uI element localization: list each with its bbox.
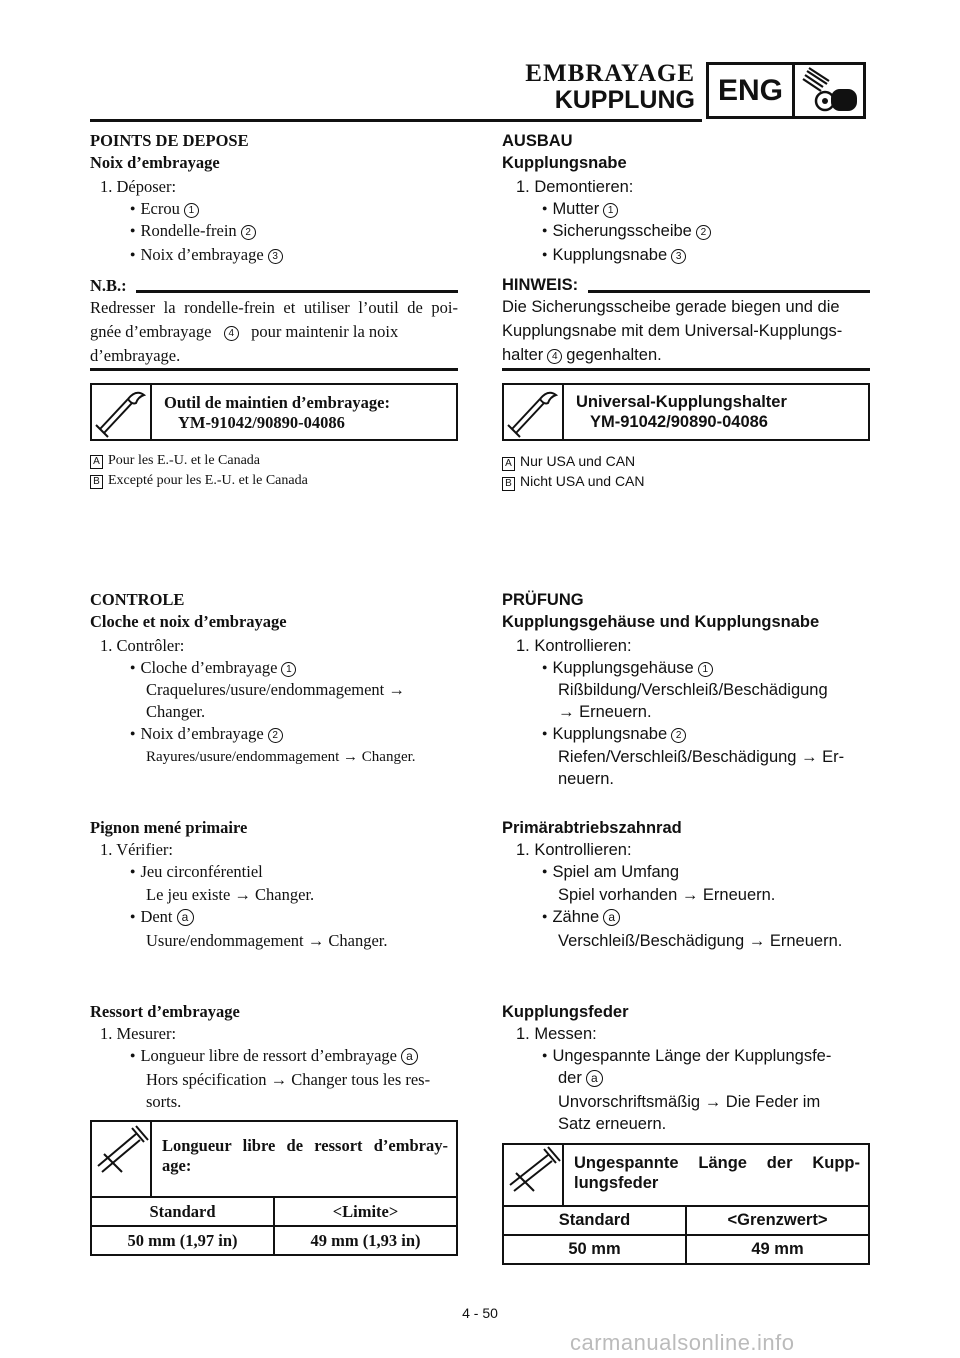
check-detail: Le jeu existe → Changer. [146, 885, 315, 904]
spec-value: 49 mm (1,93 in) [273, 1227, 456, 1254]
step-removal-de: 1. Demontieren: [516, 178, 634, 196]
note-rule [90, 368, 458, 371]
list-item: ● Zähne a [542, 906, 620, 930]
spec-value: 49 mm [685, 1236, 868, 1263]
step-gear-fr: 1. Vérifier: [100, 840, 174, 859]
note-label-de: HINWEIS: [502, 276, 579, 294]
note-rule [502, 368, 870, 371]
tool-number-fr: YM-91042/90890-04086 [178, 413, 345, 432]
spec-header: Standard [149, 1202, 216, 1221]
tool-box-fr [90, 383, 458, 441]
step-spring-fr: 1. Mesurer: [100, 1024, 177, 1043]
note-label-fr: N.B.: [90, 276, 127, 295]
list-item: ● Jeu circonférentiel [130, 861, 263, 885]
list-item: ● Kupplungsnabe 2 [542, 723, 686, 747]
list-item: ● Ecrou 1 [130, 198, 199, 222]
sub-gear-de: Primärabtriebszahnrad [502, 819, 682, 837]
section-badge-label: ENG [709, 65, 795, 116]
spec-table-fr [90, 1120, 458, 1256]
heading-check-fr: CONTROLE [90, 590, 185, 609]
step-check-de: 1. Kontrollieren: [516, 637, 632, 655]
check-detail: der a [558, 1067, 603, 1089]
watermark: carmanualsonline.info [570, 1330, 795, 1355]
sub-removal-de: Kupplungsnabe [502, 154, 627, 172]
check-detail: Changer. [146, 702, 206, 721]
spec-title-fr: Longueur libre de ressort d’embray-age: [162, 1136, 448, 1175]
step-check-fr: 1. Contrôler: [100, 636, 185, 655]
tool-title-de: Universal-Kupplungshalter [576, 393, 787, 411]
heading-removal-fr: POINTS DE DEPOSE [90, 131, 249, 150]
header-rule [90, 119, 702, 122]
spec-value: 50 mm (1,97 in) [127, 1231, 238, 1250]
check-detail: Spiel vorhanden → Erneuern. [558, 886, 776, 904]
spec-title-de: Ungespannte Länge der Kupp-lungsfeder [574, 1154, 860, 1192]
caliper-icon [92, 1122, 152, 1196]
note-line: halter 4 gegenhalten. [502, 346, 662, 364]
check-detail: Unvorschriftsmäßig → Die Feder im [558, 1093, 821, 1111]
check-detail: Satz erneuern. [558, 1115, 667, 1133]
list-item: ● Noix d’embrayage 3 [130, 244, 283, 268]
step-removal-fr: 1. Déposer: [100, 177, 177, 196]
spec-header: <Limite> [273, 1198, 456, 1225]
check-detail: Hors spécification → Changer tous les res- [146, 1070, 431, 1089]
note-rule [588, 290, 870, 293]
list-item: ● Dent a [130, 906, 194, 930]
check-detail: Verschleiß/Beschädigung → Erneuern. [558, 932, 843, 950]
check-detail: Riefen/Verschleiß/Beschädigung → Er- [558, 748, 845, 766]
check-detail: Usure/endommagement → Changer. [146, 931, 388, 950]
engine-parts-icon [795, 65, 863, 116]
tool-box-de [502, 383, 870, 441]
spec-value: 50 mm [568, 1240, 621, 1258]
legend-item: A Nur USA und CAN [502, 452, 635, 471]
list-item: ● Ungespannte Länge der Kupplungsfe- [542, 1045, 831, 1069]
note-line: gnée d’embrayage 4 pour maintenir la noix [90, 322, 399, 341]
list-item: ● Spiel am Umfang [542, 861, 679, 885]
tool-title-fr: Outil de maintien d’embrayage: [164, 393, 390, 412]
list-item: ● Kupplungsgehäuse 1 [542, 657, 713, 681]
sub-check-de: Kupplungsgehäuse und Kupplungsnabe [502, 613, 820, 631]
heading-removal-de: AUSBAU [502, 132, 573, 150]
list-item: ● Cloche d’embrayage 1 [130, 657, 296, 681]
section-badge [706, 62, 866, 119]
check-detail: sorts. [146, 1092, 182, 1111]
caliper-icon [504, 1145, 564, 1205]
page-number: 4 - 50 [462, 1305, 498, 1321]
spec-header: Standard [558, 1211, 631, 1229]
wrench-tool-icon [92, 385, 152, 439]
section-title-fr: EMBRAYAGE [525, 60, 695, 87]
list-item: ● Mutter 1 [542, 198, 618, 222]
list-item: ● Noix d’embrayage 2 [130, 723, 283, 747]
tool-number-de: YM-91042/90890-04086 [590, 413, 768, 431]
spec-table-de [502, 1143, 870, 1265]
sub-spring-fr: Ressort d’embrayage [90, 1002, 240, 1021]
step-gear-de: 1. Kontrollieren: [516, 841, 632, 859]
heading-check-de: PRÜFUNG [502, 591, 584, 609]
sub-gear-fr: Pignon mené primaire [90, 818, 248, 837]
sub-spring-de: Kupplungsfeder [502, 1003, 629, 1021]
check-detail: neuern. [558, 770, 614, 788]
note-line: Kupplungsnabe mit dem Universal-Kupplungs- [502, 322, 843, 340]
legend-item: B Excepté pour les E.-U. et le Canada [90, 472, 308, 490]
spec-header: <Grenzwert> [685, 1207, 868, 1234]
step-spring-de: 1. Messen: [516, 1025, 597, 1043]
section-title-de: KUPPLUNG [554, 86, 695, 114]
sub-check-fr: Cloche et noix d’embrayage [90, 612, 287, 631]
check-detail: Craquelures/usure/endommagement → [146, 680, 405, 699]
note-rule [136, 290, 458, 293]
note-line: Die Sicherungsscheibe gerade biegen und die [502, 298, 840, 316]
note-line: Redresser la rondelle-frein et utiliser l’outil de poi- [90, 298, 458, 317]
list-item: ● Longueur libre de ressort d’embrayage a [130, 1045, 418, 1069]
check-detail: → Erneuern. [558, 703, 652, 721]
check-detail: Rißbildung/Verschleiß/Beschädigung [558, 681, 828, 699]
sub-removal-fr: Noix d’embrayage [90, 153, 220, 172]
legend-item: A Pour les E.-U. et le Canada [90, 452, 260, 470]
check-detail: Rayures/usure/endommagement → Changer. [146, 749, 416, 765]
legend-item: B Nicht USA und CAN [502, 472, 645, 491]
note-line: d’embrayage. [90, 346, 181, 365]
list-item: ● Sicherungsscheibe 2 [542, 220, 711, 244]
list-item: ● Rondelle-frein 2 [130, 220, 256, 244]
list-item: ● Kupplungsnabe 3 [542, 244, 686, 268]
wrench-tool-icon [504, 385, 564, 439]
